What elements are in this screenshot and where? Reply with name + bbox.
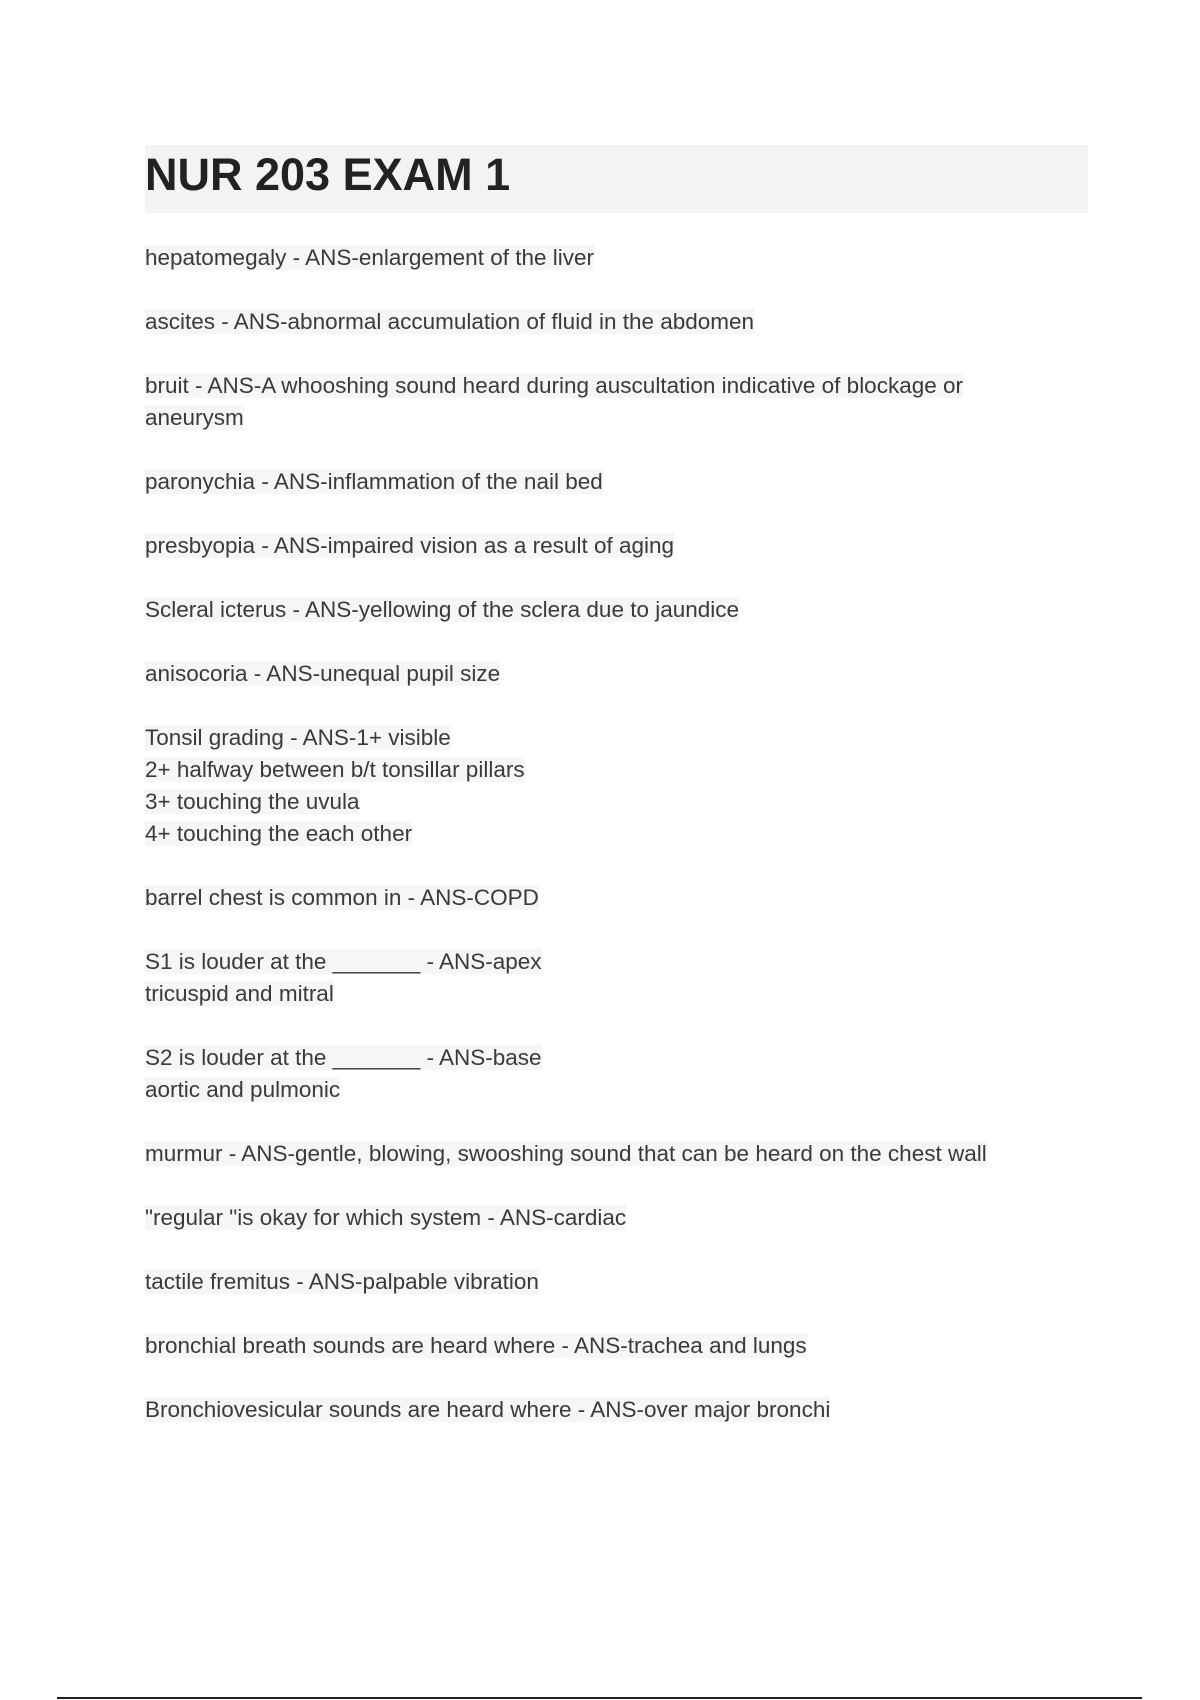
- flashcard-item: [145, 242, 1075, 274]
- flashcard-item: [145, 466, 1075, 498]
- flashcard-item: [145, 658, 1075, 690]
- flashcard-line: bronchial breath sounds are heard where - ANS-trachea and lungs: [145, 1333, 807, 1358]
- flashcard-item: [145, 1266, 1075, 1298]
- flashcard-item: [145, 1202, 1075, 1234]
- flashcard-item: [145, 882, 1075, 914]
- flashcard-item: [145, 1138, 1075, 1170]
- document-title: NUR 203 EXAM 1: [145, 149, 511, 200]
- flashcard-line: Tonsil grading - ANS-1+ visible: [145, 725, 451, 750]
- flashcard-line: S2 is louder at the _______ - ANS-base: [145, 1045, 542, 1070]
- flashcard-line: S1 is louder at the _______ - ANS-apex: [145, 949, 542, 974]
- flashcard-line: 4+ touching the each other: [145, 821, 413, 846]
- flashcard-item: [145, 722, 1075, 850]
- flashcard-line: murmur - ANS-gentle, blowing, swooshing sound that can be heard on the chest wall: [145, 1141, 987, 1166]
- flashcard-line: "regular "is okay for which system - ANS-cardiac: [145, 1205, 627, 1230]
- flashcard-line: 2+ halfway between b/t tonsillar pillars: [145, 757, 525, 782]
- flashcard-item: [145, 1394, 1075, 1426]
- flashcard-item: [145, 370, 1075, 434]
- flashcard-item: [145, 306, 1075, 338]
- flashcard-line: barrel chest is common in - ANS-COPD: [145, 885, 539, 910]
- flashcard-item: [145, 594, 1075, 626]
- footer-divider: [57, 1697, 1142, 1699]
- flashcard-line: 3+ touching the uvula: [145, 789, 360, 814]
- flashcard-line: aneurysm: [145, 405, 244, 430]
- flashcard-line: tactile fremitus - ANS-palpable vibration: [145, 1269, 539, 1294]
- flashcard-list: [145, 242, 1075, 1458]
- flashcard-item: [145, 946, 1075, 1010]
- flashcard-item: [145, 530, 1075, 562]
- flashcard-line: Scleral icterus - ANS-yellowing of the sclera due to jaundice: [145, 597, 740, 622]
- flashcard-line: aortic and pulmonic: [145, 1077, 341, 1102]
- flashcard-item: [145, 1330, 1075, 1362]
- flashcard-line: bruit - ANS-A whooshing sound heard during auscultation indicative of blockage or: [145, 373, 963, 398]
- flashcard-line: tricuspid and mitral: [145, 981, 334, 1006]
- flashcard-line: ascites - ANS-abnormal accumulation of fluid in the abdomen: [145, 309, 755, 334]
- flashcard-line: Bronchiovesicular sounds are heard where - ANS-over major bronchi: [145, 1397, 831, 1422]
- flashcard-item: [145, 1042, 1075, 1106]
- flashcard-line: hepatomegaly - ANS-enlargement of the liver: [145, 245, 594, 270]
- flashcard-line: presbyopia - ANS-impaired vision as a result of aging: [145, 533, 675, 558]
- flashcard-line: paronychia - ANS-inflammation of the nail bed: [145, 469, 603, 494]
- flashcard-line: anisocoria - ANS-unequal pupil size: [145, 661, 501, 686]
